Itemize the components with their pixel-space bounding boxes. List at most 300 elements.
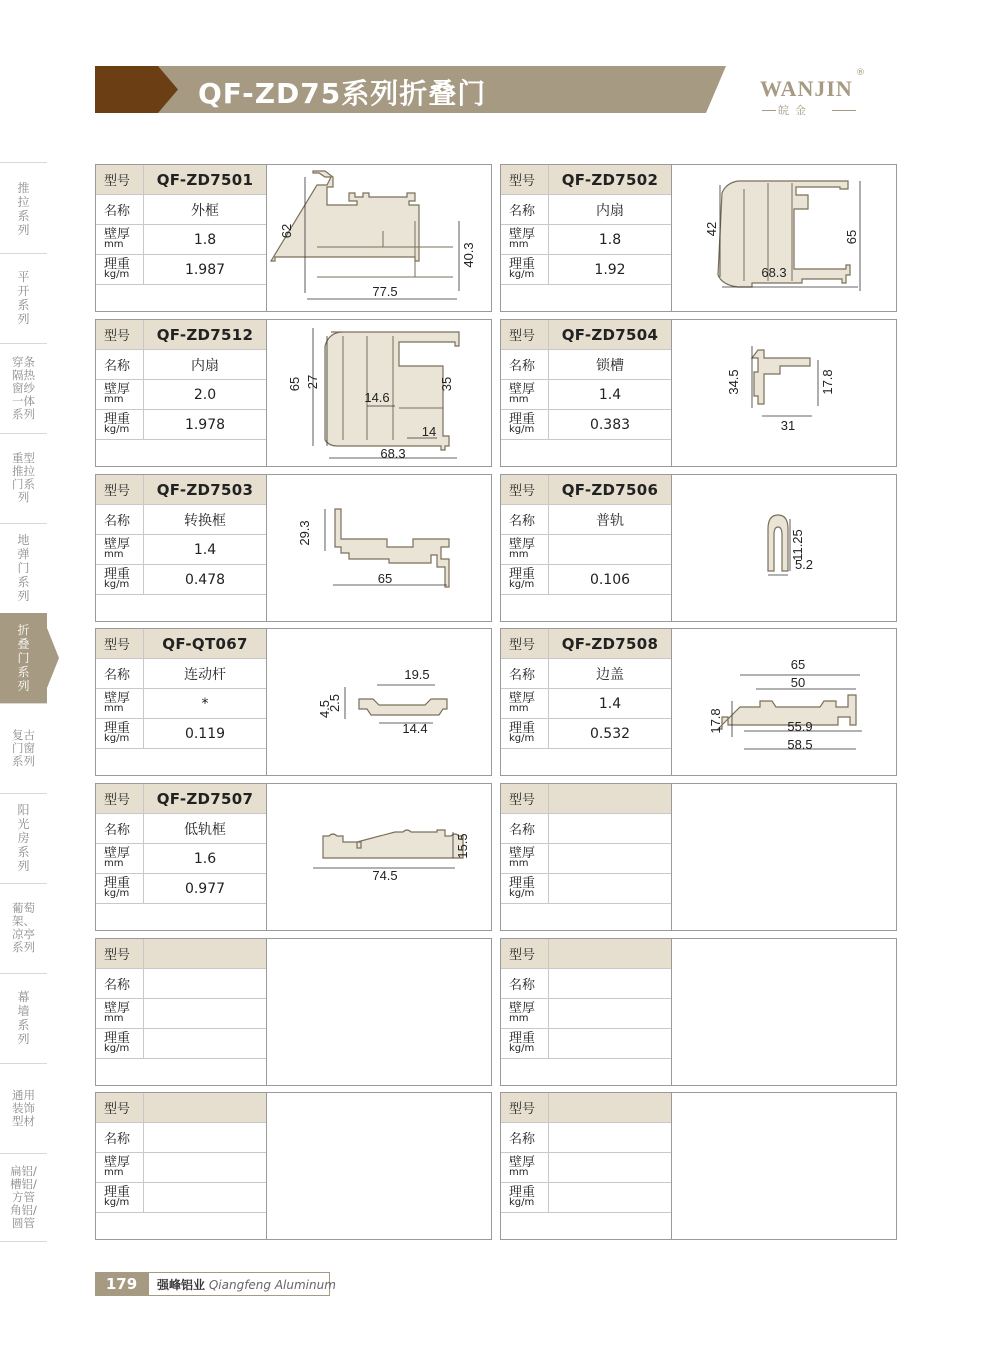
spec-row-weight: [96, 255, 266, 285]
dimension-label: 27: [305, 374, 320, 390]
dimension-label: 62: [279, 223, 294, 239]
nav-active-arrow: [47, 628, 59, 688]
name-value: 边盖: [596, 666, 624, 683]
spec-row-weight: [501, 1029, 671, 1059]
weight-key-label: 理重: [509, 876, 536, 891]
profile-drawing: [267, 939, 491, 1085]
profile-section-svg: [672, 165, 896, 311]
weight-unit: kg/m: [509, 424, 535, 435]
profile-card: [500, 628, 897, 776]
weight-key: [501, 874, 549, 903]
weight-unit: kg/m: [509, 269, 535, 280]
spec-table: [96, 1093, 266, 1212]
weight-unit: kg/m: [104, 1043, 130, 1054]
name-value: 低轨框: [184, 821, 226, 838]
dimension-label: 68.3: [380, 446, 406, 461]
name-key: 名称: [96, 969, 144, 998]
weight-key: [501, 255, 549, 284]
thickness-key: [96, 999, 144, 1028]
model-key: 型号: [96, 1093, 144, 1122]
profile-card: [500, 319, 897, 467]
thickness-key-label: 壁厚: [104, 846, 131, 861]
nav-item[interactable]: [0, 165, 47, 254]
spec-row-model: [501, 165, 671, 195]
weight-key: [501, 565, 549, 594]
dimension-label: 65: [844, 229, 859, 245]
dimension-label: 74.5: [372, 868, 398, 883]
nav-item-label: 穿条隔热窗纱一体系列: [12, 354, 35, 421]
nav-item-label: 复古门窗系列: [12, 727, 35, 768]
profile-section-svg: [267, 475, 491, 621]
profile-card: [95, 783, 492, 931]
spec-row-name: [501, 195, 671, 225]
dimension-label: 42: [704, 221, 719, 237]
page-title: QF-ZD75系列折叠门: [198, 77, 487, 110]
dimension-label: 19.5: [404, 667, 430, 682]
thickness-unit: mm: [509, 394, 529, 405]
profile-drawing: [267, 320, 491, 466]
weight-key: [96, 874, 144, 903]
dimension-label: 17.8: [820, 369, 835, 395]
thickness-value: 1.4: [598, 386, 622, 403]
model-value: [144, 939, 266, 968]
spec-table: [96, 629, 266, 748]
name-key: 名称: [501, 505, 549, 534]
thickness-unit: mm: [509, 703, 529, 714]
nav-item-label: 重型推拉门系列: [12, 451, 35, 504]
profile-outline: [323, 830, 463, 858]
model-value: QF-ZD7501: [156, 170, 254, 189]
dimension-label: 50: [790, 675, 806, 690]
thickness-key: [96, 1153, 144, 1182]
spec-row-name: [501, 814, 671, 844]
profile-section-svg: [672, 320, 896, 466]
spec-row-weight: [96, 1183, 266, 1213]
thickness-key-label: 壁厚: [104, 382, 131, 397]
profile-drawing: [267, 1093, 491, 1239]
weight-value: 1.92: [594, 261, 626, 278]
weight-key: [96, 1029, 144, 1058]
thickness-value: [144, 999, 266, 1028]
spec-table: [501, 165, 671, 284]
logo-rule-left: [762, 110, 776, 111]
nav-item[interactable]: [0, 883, 47, 974]
weight-value: 1.978: [184, 416, 226, 433]
logo-rule-right: [832, 110, 856, 111]
spec-row-weight: [96, 1029, 266, 1059]
name-key: 名称: [501, 350, 549, 379]
name-key: 名称: [96, 659, 144, 688]
weight-key-label: 理重: [509, 412, 536, 427]
model-key: 型号: [501, 320, 549, 349]
name-value: [549, 814, 671, 843]
spec-row-name: [96, 195, 266, 225]
profile-card: [95, 628, 492, 776]
weight-value: [549, 1029, 671, 1058]
spec-row-name: [501, 505, 671, 535]
weight-key-label: 理重: [104, 1185, 131, 1200]
model-value: [549, 784, 671, 813]
spec-row-model: [501, 939, 671, 969]
weight-key: [96, 255, 144, 284]
profile-card: [500, 474, 897, 622]
nav-item[interactable]: [0, 1063, 47, 1154]
thickness-unit: mm: [104, 239, 124, 250]
nav-item[interactable]: [0, 703, 47, 794]
model-value: [549, 939, 671, 968]
name-key: 名称: [501, 659, 549, 688]
weight-key: [501, 1029, 549, 1058]
profile-outline: [768, 515, 788, 571]
thickness-value: [549, 1153, 671, 1182]
weight-value: [144, 1029, 266, 1058]
name-value: 连动杆: [184, 666, 226, 683]
spec-row-weight: [96, 874, 266, 904]
model-key: 型号: [501, 1093, 549, 1122]
spec-row-thickness: [501, 1153, 671, 1183]
weight-key-label: 理重: [509, 567, 536, 582]
profile-drawing: [672, 475, 896, 621]
name-value: 转换框: [184, 512, 226, 529]
profile-drawing: [672, 784, 896, 930]
nav-item[interactable]: [0, 613, 47, 704]
dimension-label: 65: [377, 571, 393, 586]
spec-row-name: [501, 350, 671, 380]
profile-drawing: [267, 165, 491, 311]
thickness-unit: mm: [509, 1167, 529, 1178]
thickness-value: 2.0: [193, 386, 217, 403]
weight-key-label: 理重: [104, 876, 131, 891]
thickness-value: 1.4: [193, 541, 217, 558]
thickness-key-label: 壁厚: [509, 846, 536, 861]
spec-row-thickness: [96, 535, 266, 565]
model-value: QF-ZD7504: [561, 325, 659, 344]
model-key: 型号: [501, 784, 549, 813]
weight-unit: kg/m: [509, 888, 535, 899]
spec-row-weight: [501, 874, 671, 904]
spec-row-thickness: [96, 844, 266, 874]
thickness-key-label: 壁厚: [509, 537, 536, 552]
weight-value: 0.106: [589, 571, 631, 588]
dimension-label: 77.5: [372, 284, 398, 299]
model-value: QF-ZD7508: [561, 634, 659, 653]
thickness-value: [549, 844, 671, 873]
spec-table: [501, 939, 671, 1058]
profile-card: [95, 319, 492, 467]
weight-key-label: 理重: [509, 1185, 536, 1200]
thickness-key: [96, 689, 144, 718]
model-key: 型号: [96, 165, 144, 194]
spec-row-model: [501, 784, 671, 814]
nav-item[interactable]: [0, 343, 47, 434]
logo-wordmark: WANJIN: [760, 76, 853, 101]
name-value: [144, 1123, 266, 1152]
weight-unit: kg/m: [509, 579, 535, 590]
nav-item[interactable]: [0, 433, 47, 524]
thickness-key-label: 壁厚: [509, 1155, 536, 1170]
spec-row-thickness: [501, 689, 671, 719]
thickness-unit: mm: [104, 549, 124, 560]
thickness-key: [501, 535, 549, 564]
spec-row-name: [96, 659, 266, 689]
dimension-label: 29.3: [297, 520, 312, 546]
thickness-key: [96, 535, 144, 564]
thickness-unit: mm: [509, 1013, 529, 1024]
profile-section-svg: [672, 629, 896, 775]
name-key: 名称: [96, 814, 144, 843]
nav-item[interactable]: [0, 253, 47, 344]
thickness-unit: mm: [104, 703, 124, 714]
profile-outline: [752, 350, 810, 404]
model-key: 型号: [96, 784, 144, 813]
weight-key: [96, 1183, 144, 1212]
spec-table: [501, 784, 671, 903]
thickness-key-label: 壁厚: [104, 1001, 131, 1016]
dimension-label: 34.5: [726, 369, 741, 395]
model-value: QF-ZD7506: [561, 480, 659, 499]
spec-row-model: [96, 939, 266, 969]
footer-brand: [157, 1276, 336, 1293]
profile-card: [95, 164, 492, 312]
thickness-value: [549, 999, 671, 1028]
spec-row-model: [501, 1093, 671, 1123]
profile-drawing: [672, 939, 896, 1085]
nav-item-label: 推拉系列: [17, 181, 30, 237]
thickness-unit: mm: [104, 394, 124, 405]
profile-card: [95, 938, 492, 1086]
profile-section-svg: [267, 320, 491, 466]
name-key: 名称: [501, 195, 549, 224]
spec-row-thickness: [96, 689, 266, 719]
weight-key-label: 理重: [104, 257, 131, 272]
thickness-key-label: 壁厚: [509, 227, 536, 242]
weight-unit: kg/m: [509, 1197, 535, 1208]
dimension-label: 14.4: [402, 721, 428, 736]
spec-row-model: [96, 320, 266, 350]
thickness-key-label: 壁厚: [509, 1001, 536, 1016]
nav-item[interactable]: [0, 793, 47, 884]
nav-item-label: 幕墙系列: [17, 990, 30, 1046]
spec-row-thickness: [96, 999, 266, 1029]
name-key: 名称: [96, 195, 144, 224]
page-number: 179: [95, 1272, 148, 1296]
weight-value: [144, 1183, 266, 1212]
weight-value: 0.383: [589, 416, 631, 433]
weight-unit: kg/m: [509, 733, 535, 744]
spec-table: [501, 475, 671, 594]
dimension-label: 11.25: [790, 529, 805, 561]
model-value: [144, 1093, 266, 1122]
spec-row-name: [501, 1123, 671, 1153]
thickness-value: [144, 1153, 266, 1182]
profile-section-svg: [267, 784, 491, 930]
weight-value: 0.119: [184, 725, 226, 742]
spec-row-name: [96, 505, 266, 535]
weight-key-label: 理重: [509, 721, 536, 736]
thickness-unit: mm: [509, 549, 529, 560]
spec-row-thickness: [501, 225, 671, 255]
thickness-key-label: 壁厚: [104, 1155, 131, 1170]
name-value: 锁槽: [596, 357, 624, 374]
profile-section-svg: [267, 629, 491, 775]
model-key: 型号: [96, 939, 144, 968]
nav-item-label: 平开系列: [17, 270, 30, 326]
nav-item-label: 通用装饰型材: [12, 1087, 35, 1128]
dimension-label: 5.2: [794, 557, 814, 572]
spec-row-weight: [96, 565, 266, 595]
spec-row-weight: [501, 565, 671, 595]
nav-item-label: 扁铝/槽铝/方管角铝/圆管: [10, 1163, 37, 1230]
dimension-label: 65: [790, 657, 806, 672]
spec-row-thickness: [501, 999, 671, 1029]
model-value: QF-QT067: [162, 634, 248, 653]
dimension-label: 58.5: [787, 737, 813, 752]
spec-row-weight: [501, 410, 671, 440]
spec-row-name: [96, 969, 266, 999]
profile-card: [95, 474, 492, 622]
spec-row-weight: [501, 1183, 671, 1213]
weight-value: 0.532: [589, 725, 631, 742]
spec-row-thickness: [96, 225, 266, 255]
weight-value: [549, 874, 671, 903]
thickness-key-label: 壁厚: [509, 382, 536, 397]
weight-value: 0.478: [184, 571, 226, 588]
spec-table: [501, 629, 671, 748]
nav-item-label: 葡萄架、凉亭系列: [12, 901, 35, 954]
dimension-label: 31: [780, 418, 796, 433]
weight-key: [96, 719, 144, 748]
spec-row-weight: [501, 255, 671, 285]
nav-item-label: 地弹门系列: [17, 533, 30, 603]
spec-row-model: [501, 320, 671, 350]
name-value: [144, 969, 266, 998]
profile-drawing: [672, 1093, 896, 1239]
spec-row-model: [501, 629, 671, 659]
dimension-label: 35: [439, 376, 454, 392]
model-value: QF-ZD7503: [156, 480, 254, 499]
model-key: 型号: [96, 629, 144, 658]
spec-row-name: [501, 659, 671, 689]
thickness-unit: mm: [104, 1013, 124, 1024]
spec-row-thickness: [501, 380, 671, 410]
spec-table: [96, 475, 266, 594]
weight-key-label: 理重: [104, 412, 131, 427]
weight-key-label: 理重: [104, 721, 131, 736]
model-key: 型号: [501, 939, 549, 968]
thickness-key: [501, 1153, 549, 1182]
profile-drawing: [672, 629, 896, 775]
spec-row-weight: [501, 719, 671, 749]
profile-outline: [359, 699, 447, 715]
dimension-label: 68.3: [761, 265, 787, 280]
thickness-key-label: 壁厚: [104, 227, 131, 242]
profile-drawing: [672, 165, 896, 311]
weight-value: 0.977: [184, 880, 226, 897]
dimension-label: 40.3: [461, 242, 476, 268]
thickness-value: 1.8: [598, 231, 622, 248]
name-key: 名称: [501, 969, 549, 998]
thickness-key: [501, 999, 549, 1028]
nav-top-rule: [0, 162, 47, 163]
spec-row-name: [96, 1123, 266, 1153]
name-value: 普轨: [596, 512, 624, 529]
spec-table: [96, 320, 266, 439]
thickness-unit: mm: [509, 239, 529, 250]
logo-subtitle: 皖金: [778, 104, 812, 117]
weight-key: [96, 410, 144, 439]
weight-unit: kg/m: [509, 1043, 535, 1054]
name-value: 外框: [191, 202, 219, 219]
spec-row-model: [501, 475, 671, 505]
dimension-label: 17.8: [708, 708, 723, 734]
nav-item-label: 阳光房系列: [17, 803, 30, 873]
weight-value: [549, 1183, 671, 1212]
dimension-label: 15.5: [455, 833, 470, 859]
model-value: QF-ZD7502: [561, 170, 659, 189]
nav-item[interactable]: [0, 1153, 47, 1242]
thickness-key: [96, 225, 144, 254]
weight-key: [96, 565, 144, 594]
thickness-key: [501, 380, 549, 409]
model-key: 型号: [501, 165, 549, 194]
thickness-unit: mm: [104, 858, 124, 869]
nav-item[interactable]: [0, 523, 47, 614]
thickness-key: [96, 380, 144, 409]
weight-unit: kg/m: [104, 888, 130, 899]
profile-section-svg: [672, 475, 896, 621]
nav-item[interactable]: [0, 973, 47, 1064]
spec-row-name: [96, 814, 266, 844]
footer-company-en: Qiangfeng Aluminum: [208, 1278, 336, 1292]
dimension-label: 55.9: [787, 719, 813, 734]
weight-key: [501, 410, 549, 439]
weight-unit: kg/m: [104, 424, 130, 435]
profile-card: [500, 1092, 897, 1240]
spec-table: [501, 1093, 671, 1212]
thickness-value: 1.6: [193, 850, 217, 867]
name-key: 名称: [96, 505, 144, 534]
profile-card: [500, 164, 897, 312]
weight-key-label: 理重: [104, 567, 131, 582]
model-value: QF-ZD7507: [156, 789, 254, 808]
weight-key-label: 理重: [509, 257, 536, 272]
weight-value: 1.987: [184, 261, 226, 278]
name-value: [549, 969, 671, 998]
spec-row-thickness: [96, 1153, 266, 1183]
weight-unit: kg/m: [104, 733, 130, 744]
name-key: 名称: [96, 1123, 144, 1152]
spec-table: [501, 320, 671, 439]
spec-row-thickness: [96, 380, 266, 410]
spec-row-model: [96, 1093, 266, 1123]
dimension-label: 2.5: [327, 693, 342, 713]
thickness-value: 1.8: [193, 231, 217, 248]
spec-table: [96, 784, 266, 903]
profile-card: [500, 783, 897, 931]
weight-key-label: 理重: [509, 1031, 536, 1046]
thickness-unit: mm: [104, 1167, 124, 1178]
profile-card: [95, 1092, 492, 1240]
thickness-key-label: 壁厚: [104, 537, 131, 552]
name-key: 名称: [96, 350, 144, 379]
model-value: QF-ZD7512: [156, 325, 254, 344]
spec-row-model: [96, 629, 266, 659]
thickness-key-label: 壁厚: [104, 691, 131, 706]
name-value: [549, 1123, 671, 1152]
profile-section-svg: [267, 165, 491, 311]
weight-key: [501, 719, 549, 748]
model-value: [549, 1093, 671, 1122]
